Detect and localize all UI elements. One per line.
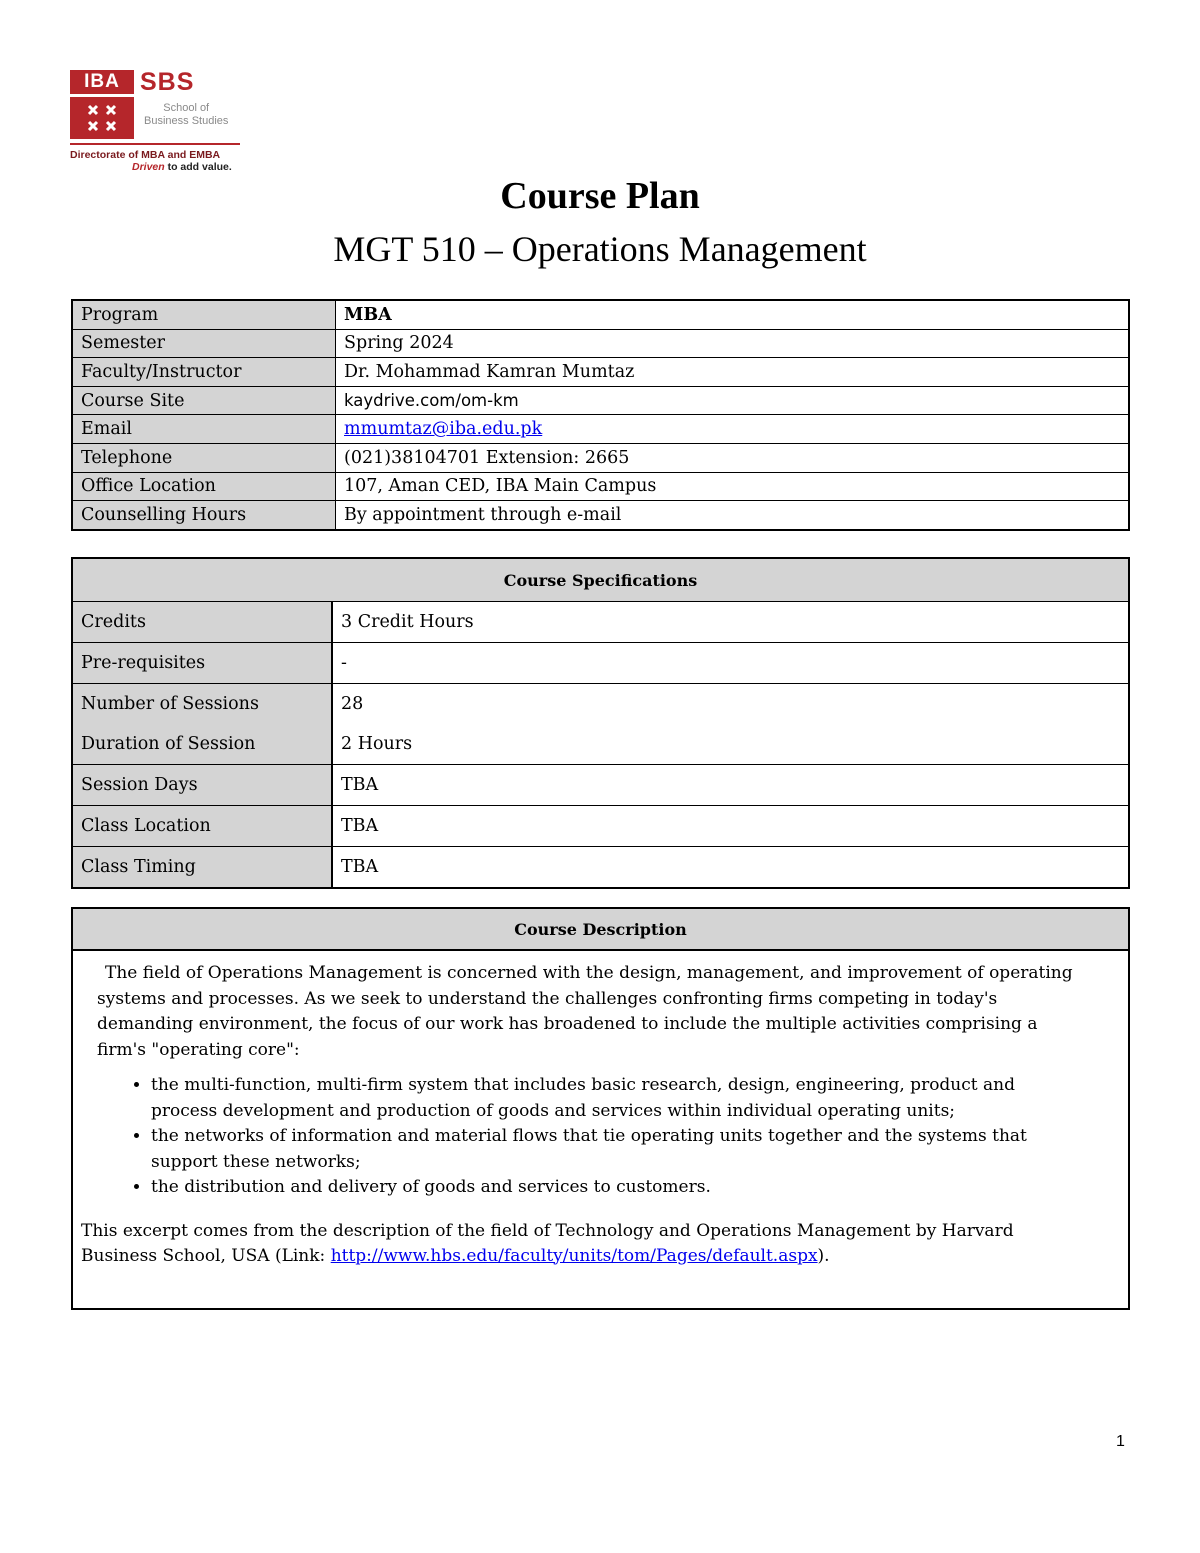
table-row [72, 300, 1129, 329]
description-intro: The field of Operations Management is concerned with the design, management, and improvement of operating systems and processes. As we seek to understand the challenges confronting firms competing in today's demanding environment, the focus of our work has broadened to include the multiple activities comprising a firm's "operating core": [97, 963, 1073, 1060]
logo-directorate: Directorate of MBA and EMBA [70, 149, 221, 161]
table-row [72, 501, 1129, 530]
table-row [72, 684, 1129, 725]
logo-tagline: Driven to add value. [132, 161, 232, 173]
specifications-heading: Course Specifications [72, 558, 1129, 602]
course-subtitle: MGT 510 – Operations Management [333, 229, 867, 269]
logo-divider [70, 143, 240, 145]
counselling-hours-value: By appointment through e-mail [336, 501, 1130, 530]
spec-value: 2 Hours [341, 734, 413, 754]
spec-label: Session Days [72, 765, 332, 806]
course-site-value: kaydrive.com/om-km [336, 386, 1130, 415]
spec-value: TBA [332, 765, 1129, 806]
spec-label: Number of Sessions [72, 684, 332, 725]
info-label: Semester [72, 329, 336, 358]
spec-value: 3 Credit Hours [332, 602, 1129, 643]
table-row [72, 724, 1129, 765]
page-number: 1 [1116, 1433, 1125, 1450]
course-info-table [71, 299, 1130, 531]
info-label: Office Location [72, 472, 336, 501]
table-row [72, 806, 1129, 847]
course-specifications-table [71, 557, 1130, 889]
list-item: • the networks of information and material flows that tie operating units together and the systems that support these networks; [151, 1124, 1078, 1175]
list-item: • the distribution and delivery of goods and services to customers. [151, 1175, 1078, 1201]
logo-emblem-icon [70, 97, 134, 139]
info-label: Course Site [72, 386, 336, 415]
table-row [72, 643, 1129, 684]
table-row [72, 329, 1129, 358]
spec-value: TBA [332, 847, 1129, 889]
spec-label: Duration of Session [72, 724, 332, 765]
description-source-note: This excerpt comes from the description of the field of Technology and Operations Management by Harvard Business School, USA (Link: http://www.hbs.edu/faculty/units/tom/Pages/default.aspx). [81, 1220, 1014, 1266]
course-description-box [71, 907, 1130, 1310]
spec-value: 28 [332, 684, 1129, 725]
iba-sbs-logo [70, 70, 245, 174]
table-row [72, 358, 1129, 387]
logo-school-name: School of Business Studies [144, 102, 229, 127]
page-title: Course Plan [500, 175, 700, 217]
table-row [72, 765, 1129, 806]
info-label: Faculty/Instructor [72, 358, 336, 387]
table-row [72, 847, 1129, 889]
info-label: Counselling Hours [72, 501, 336, 530]
logo-iba-text: IBA [70, 70, 134, 94]
table-row [72, 602, 1129, 643]
table-row [72, 415, 1129, 444]
description-heading: Course Description [73, 909, 1128, 951]
info-label: Program [72, 300, 336, 329]
spec-label: Class Timing [72, 847, 332, 889]
program-value: MBA [336, 300, 1130, 329]
instructor-value: Dr. Mohammad Kamran Mumtaz [336, 358, 1130, 387]
spec-value: TBA [332, 806, 1129, 847]
info-label: Email [72, 415, 336, 444]
list-item: • the multi-function, multi-firm system that includes basic research, design, engineering, product and process development and production of goods and services within individual operating units; [151, 1073, 1078, 1124]
hbs-link[interactable]: http://www.hbs.edu/faculty/units/tom/Pages/default.aspx [330, 1245, 818, 1266]
email-link[interactable]: mmumtaz@iba.edu.pk [344, 419, 543, 440]
table-row [72, 386, 1129, 415]
spec-value: - [332, 643, 1129, 684]
spec-label: Pre-requisites [72, 643, 332, 684]
telephone-value: (021)38104701 Extension: 2665 [336, 443, 1130, 472]
spec-label: Credits [72, 602, 332, 643]
info-label: Telephone [72, 443, 336, 472]
logo-sbs-text: SBS [140, 68, 195, 96]
table-row [72, 443, 1129, 472]
semester-value: Spring 2024 [336, 329, 1130, 358]
office-location-value: 107, Aman CED, IBA Main Campus [336, 472, 1130, 501]
spec-label: Class Location [72, 806, 332, 847]
description-bullet-list [151, 1073, 1078, 1201]
table-row [72, 472, 1129, 501]
